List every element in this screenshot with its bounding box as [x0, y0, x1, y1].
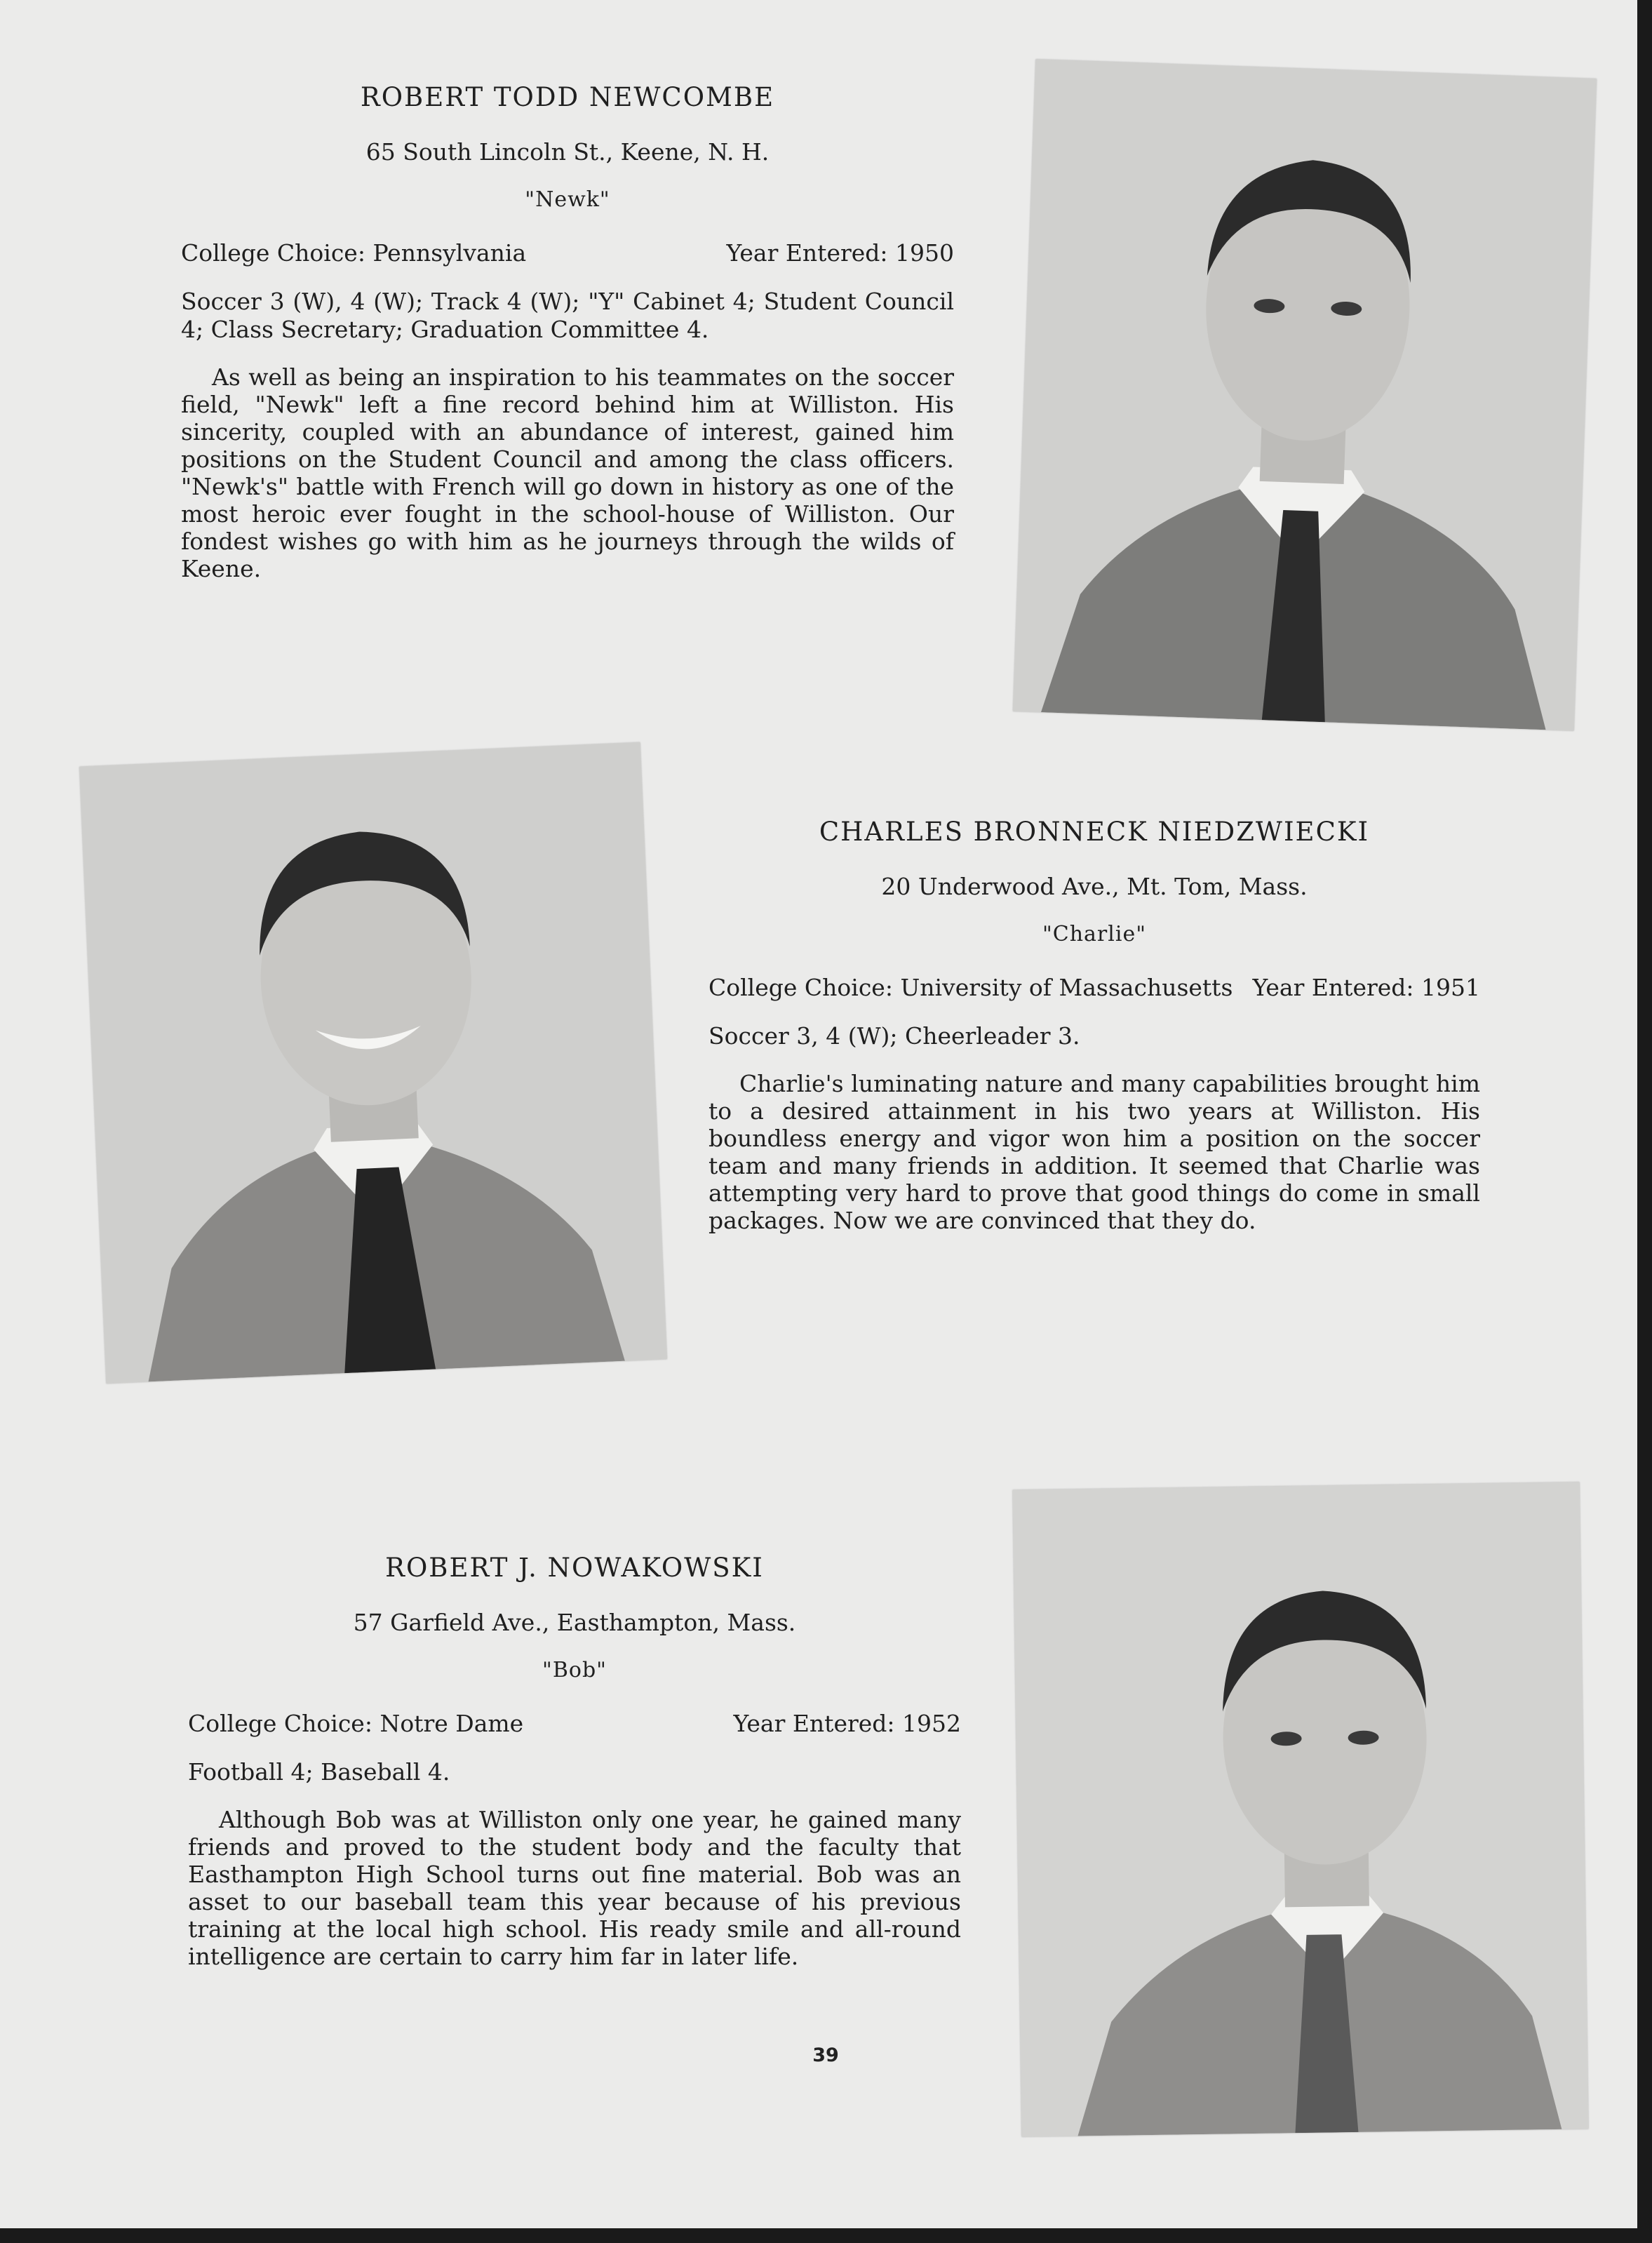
year-entered: Year Entered: 1951 [1252, 974, 1480, 1001]
portrait-photo-newcombe [1013, 59, 1597, 730]
student-address: 57 Garfield Ave., Easthampton, Mass. [353, 1609, 796, 1636]
student-bio: Although Bob was at Williston only one year, he gained many friends and proved to the student body and the faculty that Easthampton High School turns out fine material. Bob was an asset to our baseball team this year because of his previous training at the local high school. His ready smile and all-round intelligence are certain to carry him far in later life. [188, 1806, 961, 1970]
student-activities: Football 4; Baseball 4. [188, 1758, 450, 1786]
student-bio: As well as being an inspiration to his teammates on the soccer field, "Newk" left a fine record behind him at Williston. His sincerity, coupled with an abundance of interest, gained him positions on the Student Council and among the class officers. "Newk's" battle with French will go down in history as one of the most heroic ever fought in the school-house of Williston. Our fondest wishes go with him as he journeys through the wilds of Keene. [181, 363, 954, 582]
entry-niedzwiecki [709, 816, 1480, 1234]
student-nickname: "Newk" [525, 187, 610, 212]
student-activities: Soccer 3, 4 (W); Cheerleader 3. [709, 1022, 1080, 1050]
portrait-image [1013, 1482, 1589, 2136]
portrait-image [1013, 59, 1597, 730]
entry-nowakowski [188, 1552, 961, 1970]
portrait-image [79, 742, 667, 1384]
student-name: CHARLES BRONNECK NIEDZWIECKI [819, 817, 1370, 847]
student-name: ROBERT TODD NEWCOMBE [360, 82, 775, 112]
entry-newcombe [181, 81, 954, 582]
year-entered: Year Entered: 1952 [733, 1710, 961, 1737]
college-choice: College Choice: Notre Dame [188, 1710, 524, 1737]
student-nickname: "Bob" [542, 1658, 607, 1682]
portrait-photo-niedzwiecki [79, 742, 667, 1384]
student-address: 20 Underwood Ave., Mt. Tom, Mass. [881, 873, 1308, 900]
year-entered: Year Entered: 1950 [726, 239, 954, 267]
page-number: 39 [812, 2044, 839, 2066]
student-meta [709, 973, 1480, 1003]
student-meta [181, 239, 954, 268]
college-choice: College Choice: Pennsylvania [181, 239, 527, 267]
student-activities: Soccer 3 (W), 4 (W); Track 4 (W); "Y" Cabinet 4; Student Council 4; Class Secretary; Graduation Committee 4. [181, 288, 954, 343]
portrait-photo-nowakowski [1013, 1482, 1589, 2136]
student-name: ROBERT J. NOWAKOWSKI [385, 1553, 764, 1583]
student-meta [188, 1709, 961, 1739]
student-nickname: "Charlie" [1042, 922, 1147, 946]
student-bio: Charlie's luminating nature and many capabilities brought him to a desired attainment in his two years at Williston. His boundless energy and vigor won him a position on the soccer team and many friends in addition. It seemed that Charlie was attempting very hard to prove that good things do come in small packages. Now we are convinced that they do. [709, 1070, 1480, 1234]
student-address: 65 South Lincoln St., Keene, N. H. [365, 138, 770, 166]
college-choice: College Choice: University of Massachusetts [709, 974, 1233, 1001]
